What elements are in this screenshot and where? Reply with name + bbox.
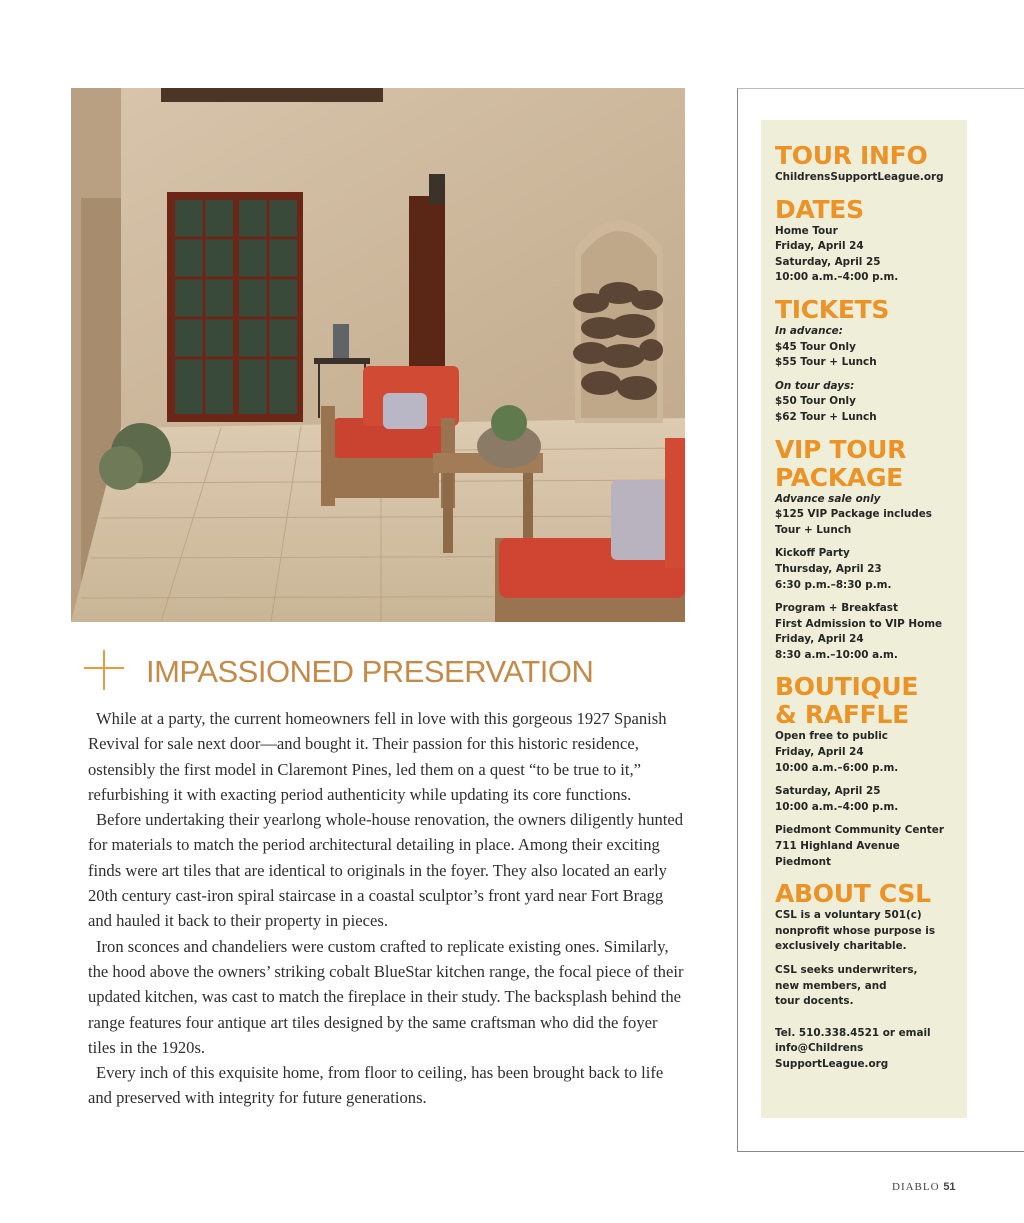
article-paragraph: Before undertaking their yearlong whole-house renovation, the owners diligently hunted for materials to match the period architectural detailing in place. Among their exciting finds were art tiles that are identical to originals in the foyer. They also located an early 20th century cast-iron spiral staircase in a coastal sculptor’s front yard near Fort Bragg and hauled it back to their property in pieces. (88, 810, 684, 931)
tour-info-url[interactable]: ChildrensSupportLeague.org (775, 171, 944, 183)
article-body (88, 706, 688, 1111)
tickets-advance-label: In advance: (775, 324, 843, 337)
ticket-price: $62 Tour + Lunch (775, 410, 877, 423)
vip-line: Friday, April 24 (775, 633, 864, 646)
vip-sale-label: Advance sale only (775, 492, 881, 505)
page-folio (892, 1181, 956, 1193)
article-paragraph: While at a party, the current homeowners fell in love with this gorgeous 1927 Spanish Revival for sale next door—and bought it. Their passion for this historic residence, ostensibly the first model in Claremont Pines, led them on a quest “to be true to it,” refurbishing it with exacting period authenticity while updating its core functions. (88, 709, 667, 804)
tickets-tour-days-label: On tour days: (775, 379, 855, 392)
vip-line: 6:30 p.m.–8:30 p.m. (775, 578, 892, 591)
vip-line: Program + Breakfast (775, 602, 898, 615)
tour-info-sidebar (761, 120, 967, 1118)
contact-email[interactable]: SupportLeague.org (775, 1057, 889, 1070)
boutique-heading: BOUTIQUE (775, 672, 919, 702)
boutique-venue: Piedmont (775, 855, 831, 868)
about-heading: ABOUT CSL (775, 879, 931, 909)
contact-email[interactable]: info@Childrens (775, 1042, 864, 1055)
dates-heading: DATES (775, 194, 864, 224)
article-headline (84, 648, 684, 696)
vip-heading: PACKAGE (775, 462, 903, 492)
vip-line: Thursday, April 23 (775, 562, 882, 575)
boutique-line: Open free to public (775, 730, 888, 743)
vip-line: 8:30 a.m.–10:00 a.m. (775, 648, 898, 661)
dates-line: Friday, April 24 (775, 240, 864, 253)
headline-title: IMPASSIONED PRESERVATION (146, 654, 594, 689)
boutique-line: 10:00 a.m.–4:00 p.m. (775, 800, 899, 813)
patio-photo (71, 88, 685, 622)
boutique-venue: 711 Highland Avenue (775, 840, 900, 853)
dates-line: Home Tour (775, 224, 838, 237)
boutique-line: 10:00 a.m.–6:00 p.m. (775, 761, 899, 774)
boutique-line: Friday, April 24 (775, 746, 864, 759)
vip-line: Kickoff Party (775, 547, 850, 560)
tickets-heading: TICKETS (775, 294, 890, 324)
about-line: exclusively charitable. (775, 940, 907, 953)
boutique-line: Saturday, April 25 (775, 785, 881, 798)
vip-line: Tour + Lunch (775, 523, 852, 536)
page-number: 51 (943, 1181, 956, 1193)
contact-line: Tel. 510.338.4521 or email (775, 1026, 931, 1039)
ticket-price: $50 Tour Only (775, 395, 856, 408)
about-line: nonprofit whose purpose is (775, 924, 936, 937)
ticket-price: $55 Tour + Lunch (775, 356, 877, 369)
about-line: tour docents. (775, 995, 854, 1008)
vip-line: $125 VIP Package includes (775, 508, 932, 521)
dates-line: Saturday, April 25 (775, 255, 881, 268)
article-paragraph: Iron sconces and chandeliers were custom crafted to replicate existing ones. Similarly, the hood above the owners’ striking cobalt BlueStar kitchen range, the focal piece of their updated kitchen, was cast to match the fireplace in their study. The backsplash behind the range features four antique art tiles designed by the same craftsman who did the foyer tiles in the 1920s. (88, 936, 684, 1057)
magazine-name: DIABLO (892, 1181, 940, 1193)
vip-heading: VIP TOUR (775, 434, 907, 464)
boutique-heading: & RAFFLE (775, 700, 909, 730)
vip-line: First Admission to VIP Home (775, 617, 943, 630)
about-line: CSL is a voluntary 501(c) (775, 909, 922, 922)
article-paragraph: Every inch of this exquisite home, from floor to ceiling, has been brought back to life and preserved with integrity for future generations. (88, 1063, 664, 1108)
tour-info-heading: TOUR INFO (775, 141, 928, 170)
plus-icon (84, 650, 124, 690)
dates-line: 10:00 a.m.–4:00 p.m. (775, 271, 899, 284)
patio-illustration (71, 88, 685, 622)
about-line: CSL seeks underwriters, (775, 964, 918, 976)
boutique-venue: Piedmont Community Center (775, 824, 944, 837)
ticket-price: $45 Tour Only (775, 340, 856, 353)
about-line: new members, and (775, 979, 887, 992)
